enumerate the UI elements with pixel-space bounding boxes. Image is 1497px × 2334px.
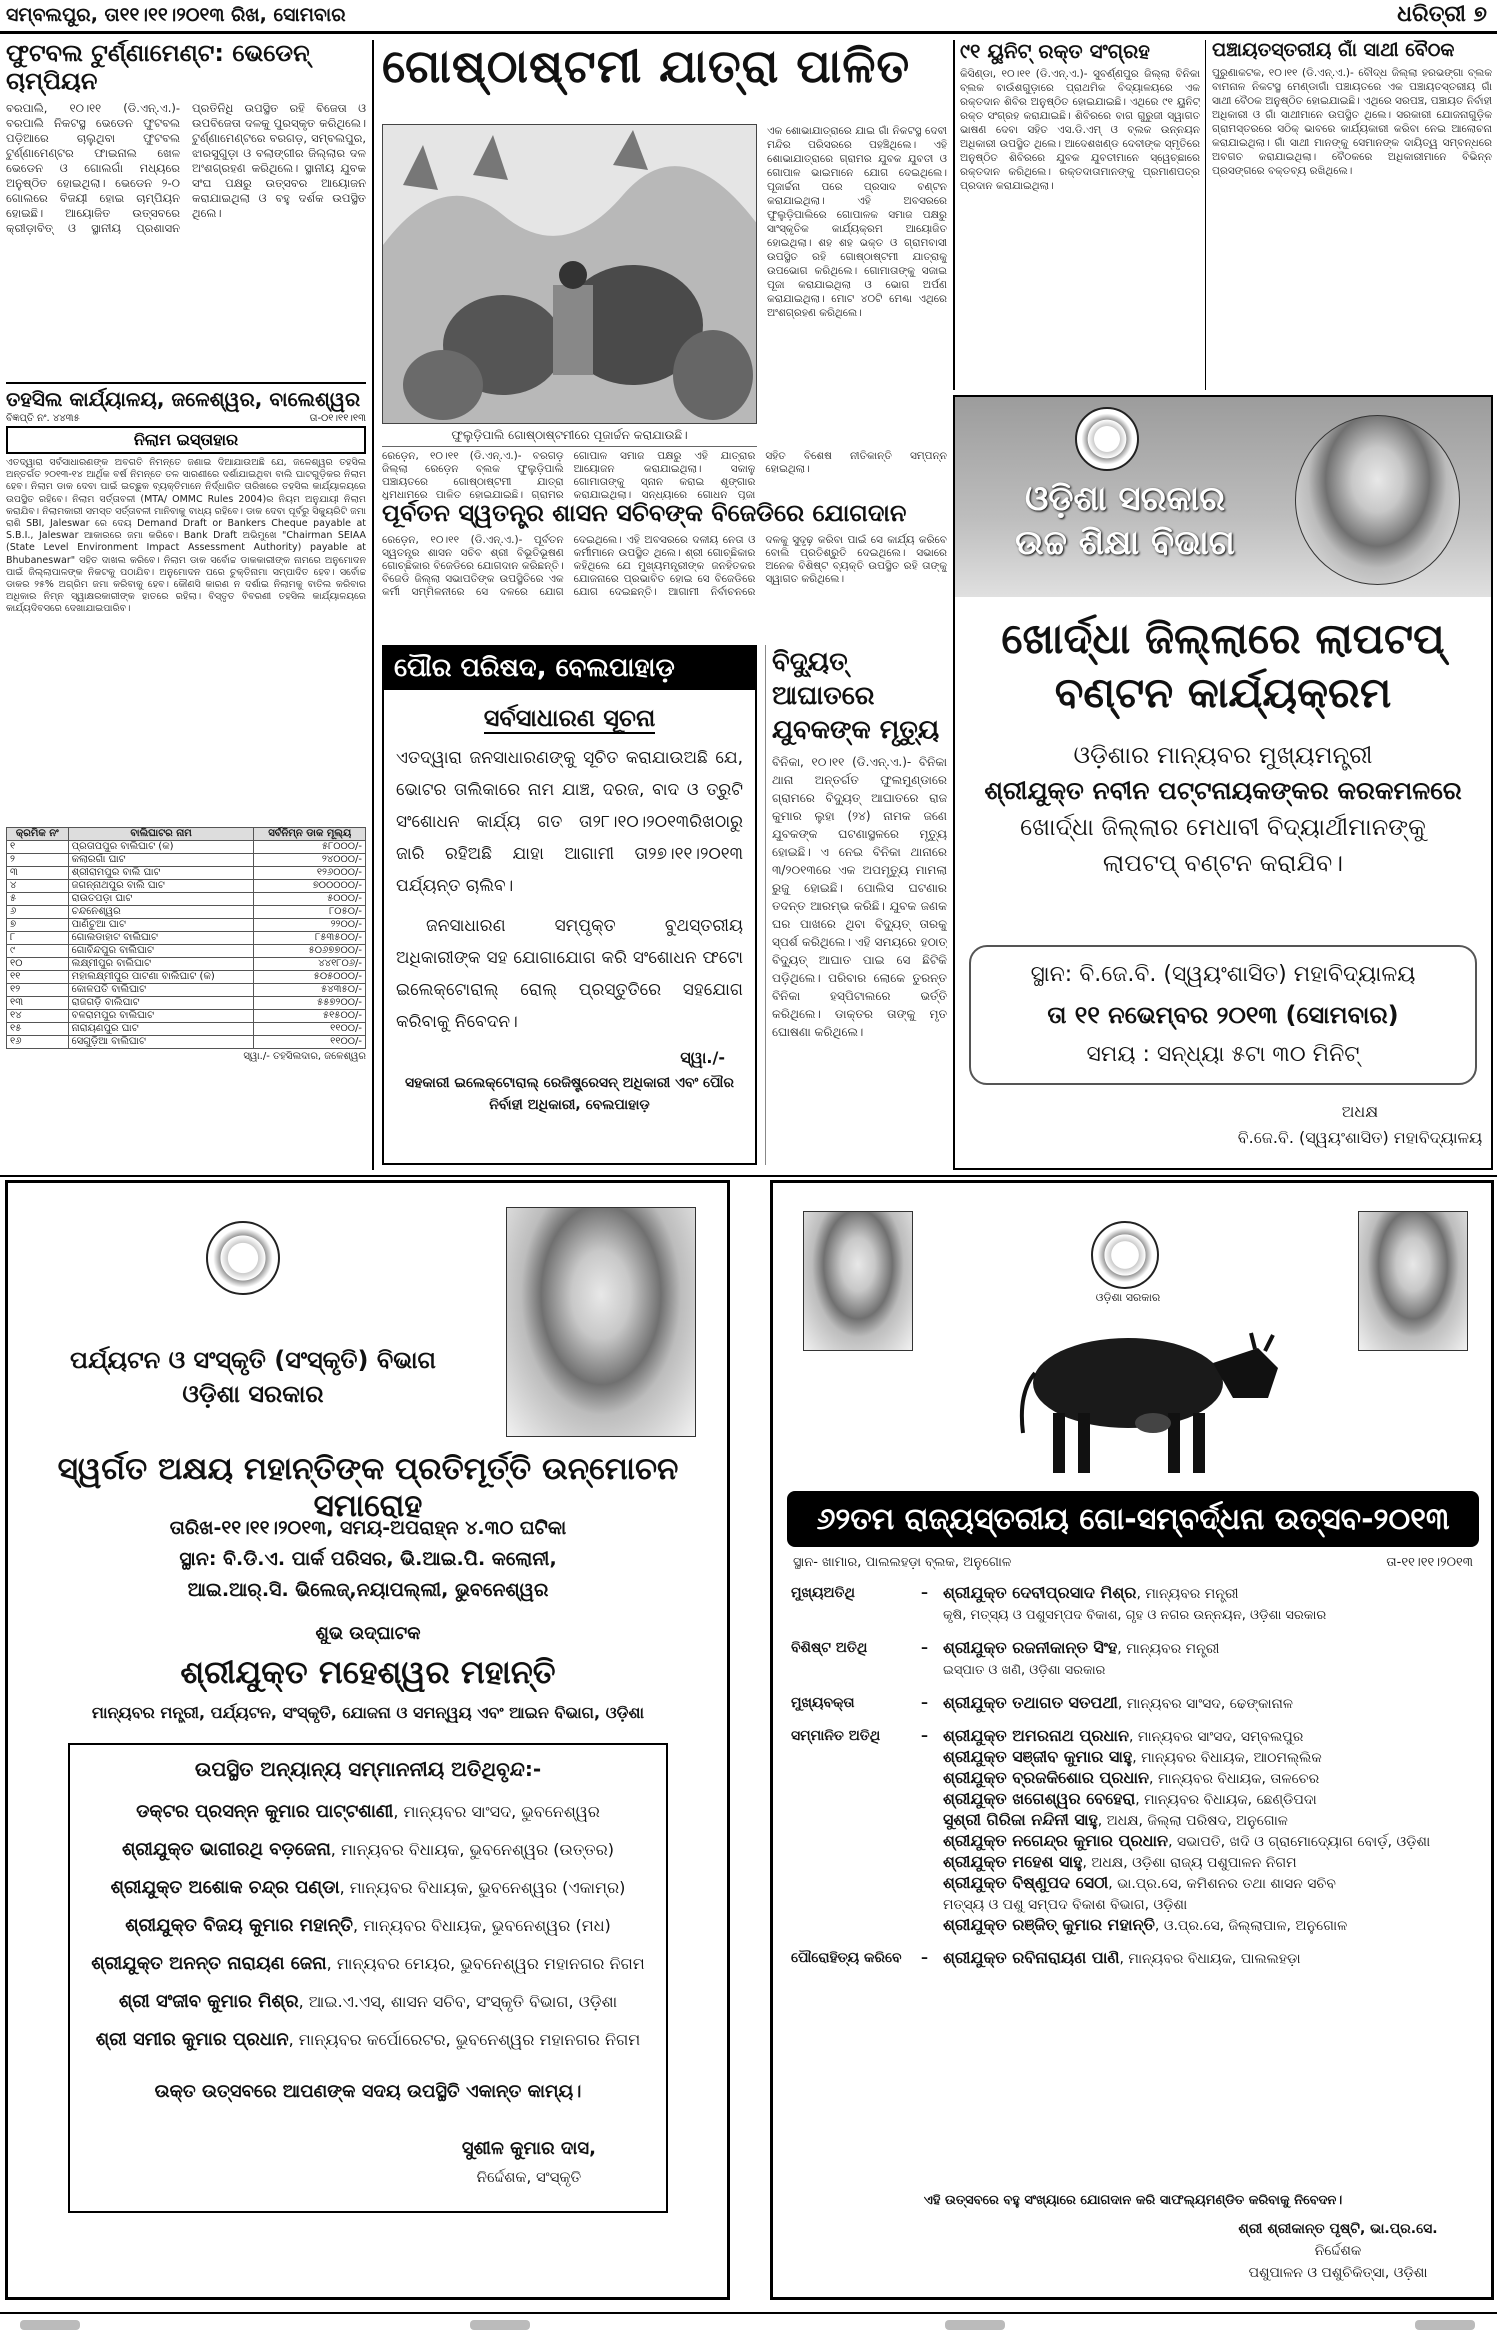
guest-desc: , ମାନ୍ୟବର ବିଧାୟକ, ଭୁବନେଶ୍ୱର (ଏକାମ୍ର): [339, 1878, 626, 1897]
table-cell: ୫୧୫୦୦/-: [254, 1010, 366, 1023]
guest-name: ଶ୍ରୀଯୁକ୍ତ ରଜନୀକାନ୍ତ ସିଂହ: [943, 1638, 1118, 1657]
ad-line: ଖୋର୍ଦ୍ଧା ଜିଲ୍ଲାର ମେଧାବୀ ବିଦ୍ୟାର୍ଥୀମାନଙ୍କୁ: [1020, 813, 1426, 841]
table-cell: ୧୧୦୦/-: [254, 1023, 366, 1036]
registration-mark: [20, 2320, 80, 2330]
table-cell: ୨୨୦୦/-: [254, 919, 366, 932]
story-headline: ବିଦ୍ୟୁତ୍ ଆଘାତରେ ଯୁବକଙ୍କ ମୃତ୍ୟୁ: [772, 647, 940, 745]
guest-name: ଶ୍ରୀଯୁକ୍ତ ରବିନାରାୟଣ ପାଣି: [943, 1948, 1120, 1967]
guest-role: [791, 1789, 921, 1810]
ad-title-line: ବଣ୍ଟନ କାର୍ଯ୍ୟକ୍ରମ: [1054, 668, 1392, 717]
electric-story: [765, 645, 947, 1165]
story-body: ରେଡ଼େନ, ୧୦।୧୧ (ଡି.ଏନ୍.ଏ.)- ବରଗଡ଼ ଜିଲ୍ଲା ରେଡ଼େନ ବ୍ଲକ ଫୁଲୁଡ଼ିପାଲି ପଞ୍ଚାୟତରେ ଗୋଷ୍ଠାଷ୍ଟମୀ ଯାତ୍ରା ଧୁମଧାମରେ ପାଳିତ ହୋଇଯାଇଛି। ଗ୍ରାମର ଗୋପାଳ ସମାଜ ପକ୍ଷରୁ ଏହି ଯାତ୍ରାର ଆୟୋଜନ କରାଯାଇଥିଲା। ସକାଳୁ ଗୋମାତାଙ୍କୁ ସ୍ନାନ କରାଇ ଶୃଙ୍ଗାର କରାଯାଇଥିଲା। ସନ୍ଧ୍ୟାରେ ଗୋଧନ ପୂଜା ସହିତ ବିଶେଷ ନୀତିକାନ୍ତି ସମ୍ପନ୍ନ ହୋଇଥିଲା।: [382, 450, 947, 500]
guest-desc: , ଅଧକ୍ଷ, ଓଡ଼ିଶା ରାଜ୍ୟ ପଶୁପାଳନ ନିଗମ: [1082, 1855, 1297, 1871]
panchayat-story: [1212, 40, 1492, 390]
guest-name: ଡକ୍ଟର ପ୍ରସନ୍ନ କୁମାର ପାଟ୍ଟଶାଣୀ: [136, 1801, 394, 1822]
guest-desc: , ମାନ୍ୟବର ସାଂସଦ, ସମ୍ବଲପୁର: [1128, 1729, 1304, 1745]
sign-line: ଶ୍ରୀ ଶ୍ରୀକାନ୍ତ ପୃଷ୍ଟି, ଭା.ପ୍ର.ସେ.: [1238, 2221, 1438, 2237]
guest-role: [791, 1831, 921, 1852]
notice-title: ତହସିଲ କାର୍ଯ୍ୟାଳୟ, ଜଳେଶ୍ୱର, ବାଲେଶ୍ୱର: [6, 387, 361, 411]
guest-entry: [943, 1693, 1481, 1714]
table-cell: ଶ୍ରୀରାମପୁର ବାଲି ଘାଟ: [68, 867, 254, 880]
guest-row: [791, 1638, 1481, 1659]
dash-separator: [921, 1894, 943, 1915]
minister-photo: [506, 1207, 696, 1437]
guest-role: [791, 1604, 921, 1626]
table-cell: ଚନ୍ଦନେଶ୍ୱର: [68, 906, 254, 919]
table-cell: ୨୪୦୦୦/-: [254, 854, 366, 867]
guest-row: [791, 1894, 1481, 1915]
guest-row: [791, 1810, 1481, 1831]
guest-name: ଶ୍ରୀ ସଂଜୀବ କୁମାର ମିଶ୍ର: [118, 1991, 299, 2012]
guests-box: [68, 1743, 668, 2213]
guest-role: [791, 1768, 921, 1789]
guest-row: [791, 1659, 1481, 1681]
guest-name: ସୁଶ୍ରୀ ଗିରିଜା ନନ୍ଦିନୀ ସାହୁ: [943, 1810, 1098, 1829]
notice-subtitle: ସର୍ବସାଧାରଣ ସୂଚନା: [483, 704, 656, 732]
odisha-emblem-icon: [1075, 407, 1139, 471]
dash-separator: [921, 1810, 943, 1831]
table-cell: ୮: [7, 932, 69, 945]
table-cell: ୯: [7, 945, 69, 958]
purbatan-story: [382, 500, 947, 640]
guest-entry: [943, 1873, 1481, 1894]
notice-title-bar: ପୌର ପରିଷଦ, ବେଲପାହାଡ଼: [384, 647, 755, 690]
dash-separator: –: [921, 1640, 928, 1656]
guest-row: [791, 1948, 1481, 1969]
guest-entry: [943, 1768, 1481, 1789]
venue-text: ସ୍ଥାନ- ଖାମାର, ପାଲଲହଡ଼ା ବ୍ଲକ, ଅନୁଗୋଳ: [793, 1555, 1012, 1570]
table-row: [7, 854, 366, 867]
ad-line: ଲାପଟପ୍ ବଣ୍ଟନ କରାଯିବ।: [1102, 849, 1344, 877]
story-body: ବିନିକା, ୧୦।୧୧ (ଡି.ଏନ୍.ଏ.)- ବିନିକା ଥାନା ଅନ୍ତର୍ଗତ ଫୁଲମୁଣ୍ଡାରେ ଗ୍ରାମରେ ବିଦ୍ୟୁତ୍ ଆଘାତରେ ରାଜ କୁମାର ଲୁହା (୨୪) ନାମକ ଜଣେ ଯୁବକଙ୍କ ଘଟଣାସ୍ଥଳରେ ମୃତ୍ୟୁ ହୋଇଛି। ଏ ନେଇ ବିନିକା ଥାନାରେ ୩/୨୦୧୩ରେ ଏକ ଅପମୃତ୍ୟୁ ମାମଲା ରୁଜୁ ହୋଇଛି। ପୋଲିସ ଘଟଣାର ତଦନ୍ତ ଆରମ୍ଭ କରିଛି। ଯୁବକ ଜଣକ ଘର ପାଖରେ ଥିବା ବିଦ୍ୟୁତ୍ ତାରକୁ ସ୍ପର୍ଶ କରିଥିଲେ। ଏହି ସମୟରେ ହଠାତ୍ ବିଦ୍ୟୁତ୍ ଆଘାତ ପାଇ ସେ ଛିଟିକି ପଡ଼ିଥିଲେ। ପରିବାର ଲୋକେ ତୁରନ୍ତ ବିନିକା ହସ୍ପିଟାଲରେ ଭର୍ତ୍ତି କରିଥିଲେ। ଡାକ୍ତର ତାଙ୍କୁ ମୃତ ଘୋଷଣା କରିଥିଲେ।: [772, 755, 947, 1039]
guest-row: [791, 1747, 1481, 1768]
chief-guest-name: ଶ୍ରୀଯୁକ୍ତ ମହେଶ୍ୱର ମହାନ୍ତି: [180, 1653, 556, 1691]
table-cell: ୧୬: [7, 1036, 69, 1049]
venue-line: ସ୍ଥାନ: ବି.ଜେ.ବି. (ସ୍ୱୟଂଶାସିତ) ମହାବିଦ୍ୟାଳୟ: [1030, 962, 1416, 987]
table-cell: ୧୦: [7, 958, 69, 971]
detail-line: ସ୍ଥାନ: ବି.ଡି.ଏ. ପାର୍କ ପରିସର, ଭି.ଆଇ.ପି. କଲୋନୀ,: [179, 1548, 557, 1570]
guest-entry: [943, 1604, 1481, 1626]
notice-ref: ବିଜ୍ଞପ୍ତି ନଂ. ୪୪୩୫: [6, 413, 80, 424]
guest-role: ବିଶିଷ୍ଟ ଅତିଥି: [791, 1640, 868, 1656]
ad-title-bar: ୬୨ତମ ରାଜ୍ୟସ୍ତରୀୟ ଗୋ-ସମ୍ବର୍ଦ୍ଧନା ଉତ୍ସବ-୨୦୧୩: [787, 1491, 1479, 1547]
guest-entry: [943, 1747, 1481, 1768]
guest-item: [70, 1907, 666, 1945]
guest-desc: , ମାନ୍ୟବର ସାଂସଦ, ଢେଙ୍କାନାଳ: [1117, 1696, 1293, 1712]
column-rule: [1205, 40, 1206, 390]
story-headline: ପୂର୍ବତନ ସ୍ୱତନ୍ତ୍ର ଶାସନ ସଚିବଙ୍କ ବିଜେଡିରେ ଯୋଗଦାନ: [382, 500, 907, 527]
minister-photo: [803, 1211, 913, 1351]
footer-line: ବି.ଜେ.ବି. (ସ୍ୱୟଂଶାସିତ) ମହାବିଦ୍ୟାଳୟ: [1237, 1128, 1483, 1147]
guest-entry: [943, 1831, 1481, 1852]
guest-name: ଶ୍ରୀଯୁକ୍ତ ସଞ୍ଜୀବ କୁମାର ସାହୁ: [943, 1747, 1133, 1766]
registration-mark: [1415, 2320, 1475, 2330]
guest-desc: , ମାନ୍ୟବର ବିଧାୟକ, ଭୁବନେଶ୍ୱର (ମଧ): [353, 1916, 611, 1935]
guest-desc: , ସଭାପତି, ଖଦି ଓ ଗ୍ରାମୋଦ୍ୟୋଗ ବୋର୍ଡ଼, ଓଡ଼ିଶା: [1168, 1834, 1431, 1850]
table-cell: ଲକ୍ଷ୍ମୀପୁର ବାଲିଘାଟ: [68, 958, 254, 971]
notice-sign: ସ୍ୱା./- ତହସିଲଦାର, ଜଳେଶ୍ୱର: [243, 1051, 366, 1062]
ad-signature: [1203, 2218, 1473, 2284]
notice-para: ଜନସାଧାରଣ ସମ୍ପୃକ୍ତ ବୁଥସ୍ତରୀୟ ଅଧିକାରୀଙ୍କ ସହ ଯୋଗାଯୋଗ କରି ସଂଶୋଧନ ଫଟୋ ଇଲେକ୍ଟୋରାଲ୍ ରୋଲ୍ ପ୍ରସ୍ତୁତିରେ ସହଯୋଗ କରିବାକୁ ନିବେଦନ।: [396, 916, 743, 1032]
guest-desc: ମତ୍ସ୍ୟ ଓ ପଶୁ ସମ୍ପଦ ବିକାଶ ବିଭାଗ, ଓଡ଼ିଶା: [943, 1897, 1188, 1913]
table-cell: ମହାଲକ୍ଷ୍ମୀପୁର ପାଟଣା ବାଲିଘାଟ (କ): [68, 971, 254, 984]
guest-name: ଶ୍ରୀ ସମୀର କୁମାର ପ୍ରଧାନ: [95, 2029, 289, 2050]
table-row: [7, 945, 366, 958]
ad-title-line: ଖୋର୍ଦ୍ଧା ଜିଲ୍ଲାରେ ଲାପଟପ୍: [1001, 614, 1445, 663]
guest-desc: , ମାନ୍ୟବର ବିଧାୟକ, ଆଠମଲ୍ଲିକ: [1132, 1750, 1322, 1766]
dept-line: ପର୍ଯ୍ୟଟନ ଓ ସଂସ୍କୃତି (ସଂସ୍କୃତି) ବିଭାଗ: [70, 1346, 436, 1374]
guest-entry: [943, 1810, 1481, 1831]
dash-separator: [921, 1747, 943, 1768]
table-row: [7, 932, 366, 945]
guest-desc: , ମାନ୍ୟବର ମନ୍ତ୍ରୀ: [1117, 1641, 1220, 1657]
dateline: ସମ୍ବଲପୁର, ତା୧୧।୧୧।୨୦୧୩ ରିଖ, ସୋମବାର: [6, 4, 346, 26]
appeal-line: ଏହି ଉତ୍ସବରେ ବହୁ ସଂଖ୍ୟାରେ ଯୋଗଦାନ କରି ସାଫଲ୍ୟମଣ୍ଡିତ କରିବାକୁ ନିବେଦନ।: [923, 2193, 1343, 2208]
guest-role: [791, 1894, 921, 1915]
table-cell: ପ୍ରତାପପୁର ବାଲିଘାଟ (କ): [68, 841, 254, 854]
table-cell: ୧୩: [7, 997, 69, 1010]
page-header: [0, 0, 1497, 34]
table-cell: ୩: [7, 867, 69, 880]
chief-minister-photo: [1358, 1211, 1468, 1351]
dash-separator: [921, 1873, 943, 1894]
table-row: [7, 971, 366, 984]
ad-text: [955, 737, 1491, 881]
ad-title: ସ୍ୱର୍ଗତ ଅକ୍ଷୟ ମହାନ୍ତିଙ୍କ ପ୍ରତିମୂର୍ତ୍ତି ଉନ୍ମୋଚନ ସମାରୋହ: [57, 1451, 679, 1524]
tahasil-notice: [6, 382, 366, 1172]
ad-dept: [28, 1343, 478, 1411]
guest-desc: , ମାନ୍ୟବର ବିଧାୟକ, ପାଲଲହଡ଼ା: [1119, 1951, 1301, 1967]
guest-name: ଶ୍ରୀଯୁକ୍ତ ଅଶୋକ ଚନ୍ଦ୍ର ପଣ୍ଡା: [110, 1877, 340, 1898]
story-body: ଏକ ଶୋଭାଯାତ୍ରାରେ ଯାଇ ଗାଁ ନିକଟସ୍ଥ ଦେବୀ ମନ୍ଦିର ପରିସରରେ ପହଞ୍ଚିଥିଲେ। ଏହି ଶୋଭାଯାତ୍ରାରେ ଗ୍ରାମର ଯୁବକ ଯୁବତୀ ଓ ଗୋପାଳ ଭାଇମାନେ ଯୋଗ ଦେଇଥିଲେ। ପୂଜାର୍ଚ୍ଚନା ପରେ ପ୍ରସାଦ ବଣ୍ଟନ କରାଯାଇଥିଲା। ଏହି ଅବସରରେ ଫୁଲୁଡ଼ିପାଲିରେ ଗୋପାଳକ ସମାଜ ପକ୍ଷରୁ ସାଂସ୍କୃତିକ କାର୍ଯ୍ୟକ୍ରମ ଆୟୋଜିତ ହୋଇଥିଲା। ଶହ ଶହ ଭକ୍ତ ଓ ଗ୍ରାମବାସୀ ଉପସ୍ଥିତ ରହି ଗୋଷ୍ଠାଷ୍ଟମୀ ଯାତ୍ରାକୁ ଉପଭୋଗ କରିଥିଲେ। ଗୋମାତାଙ୍କୁ ସଜାଇ ପୂଜା କରାଯାଇଥିଲା ଓ ଭୋଗ ଅର୍ପଣ କରାଯାଇଥିଲା। ମୋଟ ୪୦ଟି ମେଣ୍ଢା ଏଥିରେ ଅଂଶଗ୍ରହଣ କରିଥିଲେ।: [767, 125, 947, 319]
guest-role: [791, 1659, 921, 1681]
table-cell: ୫୪୩୫୦/-: [254, 984, 366, 997]
guest-name: ଶ୍ରୀଯୁକ୍ତ ଖଗେଶ୍ୱର ବେହେରା: [943, 1789, 1136, 1808]
dash-separator: [921, 1831, 943, 1852]
cow-image: [993, 1303, 1293, 1483]
story-body: ବରପାଲି, ୧୦।୧୧ (ଡି.ଏନ୍.ଏ.)- ବରପାଲି ନିକଟସ୍ଥ ଭେଡେନ ଫୁଟବଲ ପଡ଼ିଆରେ ଚାଲୁଥିବା ଫୁଟବଲ ଟୁର୍ଣ୍ଣାମେଣ୍ଟର ଫାଇନାଲ ଖେଳ ଭେଡେନ ଓ ଗୋଲଗାଁ ମଧ୍ୟରେ ଅନୁଷ୍ଠିତ ହୋଇଥିଲା। ଭେଡେନ ୨-୦ ଗୋଲରେ ବିଜୟୀ ହୋଇ ଚାମ୍ପିୟନ ହୋଇଛି। ଆୟୋଜିତ ଉତ୍ସବରେ କ୍ରୀଡ଼ାବିତ୍ ଓ ସ୍ଥାନୀୟ ପ୍ରଶାସନ ପ୍ରତିନିଧି ଉପସ୍ଥିତ ରହି ବିଜେତା ଓ ଉପବିଜେତା ଦଳକୁ ପୁରସ୍କୃତ କରିଥିଲେ। ଟୁର୍ଣ୍ଣାମେଣ୍ଟରେ ବରଗଡ଼, ସମ୍ବଲପୁର, ଝାରସୁଗୁଡ଼ା ଓ ବଲାଙ୍ଗୀର ଜିଲ୍ଲାର ଦଳ ଅଂଶଗ୍ରହଣ କରିଥିଲେ। ସ୍ଥାନୀୟ ଯୁବକ ସଂଘ ପକ୍ଷରୁ ଉତ୍ସବର ଆୟୋଜନ କରାଯାଇଥିଲା ଓ ବହୁ ଦର୍ଶକ ଉପସ୍ଥିତ ଥିଲେ।: [6, 101, 366, 236]
guest-role: [791, 1852, 921, 1873]
guest-name: ଶ୍ରୀଯୁକ୍ତ ବିଷ୍ଣୁପଦ ସେଠୀ: [943, 1873, 1109, 1892]
guest-entry: [943, 1852, 1481, 1873]
table-cell: ୪: [7, 880, 69, 893]
festival-photo-art: [383, 125, 757, 424]
guest-desc: , ମାନ୍ୟବର ମେୟର, ଭୁବନେଶ୍ୱର ମହାନଗର ନିଗମ: [326, 1954, 645, 1973]
guest-desc: , ମାନ୍ୟବର ବିଧାୟକ, ଭୁବନେଶ୍ୱର (ଉତ୍ତର): [330, 1840, 615, 1859]
table-cell: କଲାରଗାଁ ଘାଟ: [68, 854, 254, 867]
ad-footer: [1235, 1099, 1485, 1151]
table-row: [7, 997, 366, 1010]
table-header: ସର୍ବନିମ୍ନ ଡାକ ମୂଲ୍ୟ: [254, 828, 366, 841]
table-cell: ସେଗୁଡ଼ିଆ ବାଲିଘାଟ: [68, 1036, 254, 1049]
story-body: କିସିଣ୍ଡା, ୧୦।୧୧ (ଡି.ଏନ୍.ଏ.)- ସୁବର୍ଣ୍ଣପୁର ଜିଲ୍ଲା ବିନିକା ବ୍ଲକ ବାଉଁଶଗୁଡ଼ାରେ ପ୍ରାଥମିକ ବିଦ୍ୟାଳୟରେ ଏକ ରକ୍ତଦାନ ଶିବିର ଅନୁଷ୍ଠିତ ହୋଇଯାଇଛି। ଏଥିରେ ୯୧ ୟୁନିଟ୍ ରକ୍ତ ସଂଗ୍ରହ କରାଯାଇଛି। ଶିବିରରେ ବାଗ ଗୁରୁଜୀ ସ୍ୱାଗତ ଭାଷଣ ଦେବା ସହିତ ଏସ.ଡି.ଏମ୍ ଓ ବ୍ଲକ ଉନ୍ନୟନ ଅଧିକାରୀ ଉପସ୍ଥିତ ଥିଲେ। ଆଦେଶଖଣ୍ଡ ଦେବୀଙ୍କ ସ୍ମୃତିରେ ଅନୁଷ୍ଠିତ ଶିବିରରେ ଯୁବକ ଯୁବତୀମାନେ ସ୍ୱେଚ୍ଛାରେ ରକ୍ତଦାନ କରିଥିଲେ। ରକ୍ତଦାତାମାନଙ୍କୁ ପ୍ରମାଣପତ୍ର ପ୍ରଦାନ କରାଯାଇଥିଲା।: [960, 68, 1200, 192]
tourism-ad: [5, 1180, 730, 2300]
date-text: ତା-୧୧।୧୧।୨୦୧୩: [1386, 1555, 1473, 1570]
odisha-emblem-icon: [206, 1221, 280, 1295]
guest-item: [70, 1945, 666, 1983]
table-cell: ୧୧୦୦/-: [254, 1036, 366, 1049]
story-headline: ପଞ୍ଚାୟତସ୍ତରୀୟ ଗାଁ ସାଥୀ ବୈଠକ: [1212, 40, 1455, 61]
guest-name: ଶ୍ରୀଯୁକ୍ତ ଅମରନାଥ ପ୍ରଧାନ: [943, 1726, 1129, 1745]
govt-label: ଓଡ଼ିଶା ସରକାର: [1095, 1291, 1161, 1304]
table-cell: ୧୨୬୦୦୦/-: [254, 867, 366, 880]
table-cell: ୭୦୦୦୦୦/-: [254, 880, 366, 893]
guest-row: [791, 1831, 1481, 1852]
venue-box: [969, 945, 1477, 1085]
table-cell: ୫୫୭୨୦୦/-: [254, 997, 366, 1010]
guest-name: ଶ୍ରୀଯୁକ୍ତ ଅନନ୍ତ ନାରାୟଣ ଜେନା: [91, 1953, 327, 1974]
football-story: [6, 40, 366, 380]
notice-sign: ସ୍ୱା./-: [680, 1048, 725, 1067]
gostha-story: [382, 40, 947, 500]
dash-separator: –: [921, 1585, 928, 1601]
detail-line: ତାରିଖ-୧୧।୧୧।୨୦୧୩, ସମୟ-ଅପରାହ୍ନ ୪.୩୦ ଘଟିକା: [169, 1517, 567, 1539]
notice-para: ଏତଦ୍ୱାରା ଜନସାଧାରଣଙ୍କୁ ସୂଚିତ କରାଯାଉଅଛି ଯେ, ଭୋଟର ତାଲିକାରେ ନାମ ଯାଞ୍ଚ, ଦରଜ, ବାଦ ଓ ତ୍ରୁଟି ସଂଶୋଧନ କାର୍ଯ୍ୟ ଗତ ତା୨୮।୧୦।୨୦୧୩ରିଖଠାରୁ ଜାରି ରହିଅଛି ଯାହା ଆଗାମୀ ତା୨୭।୧୧।୨୦୧୩ ପର୍ଯ୍ୟନ୍ତ ଚାଲିବ।: [396, 748, 743, 896]
cow-ad: [770, 1180, 1494, 2300]
festival-photo: [382, 124, 757, 424]
ad-line: ଶ୍ରୀଯୁକ୍ତ ନବୀନ ପଟ୍ଟନାୟକଙ୍କର କରକମଳରେ: [984, 776, 1462, 805]
sign-line: ପଶୁପାଳନ ଓ ପଶୁଚିକିତ୍ସା, ଓଡ଼ିଶା: [1248, 2265, 1428, 2281]
inaugurator-label: ଶୁଭ ଉଦ୍‌ଘାଟକ: [315, 1623, 421, 1644]
dash-separator: [921, 1852, 943, 1873]
table-row: [7, 893, 366, 906]
table-cell: ୫: [7, 893, 69, 906]
guest-role: ମୁଖ୍ୟଅତିଥି: [791, 1585, 855, 1601]
dash-separator: [921, 1768, 943, 1789]
table-cell: ୮୦୫୦/-: [254, 906, 366, 919]
table-cell: ୨: [7, 854, 69, 867]
notice-subtitle: ନିଲାମ ଇସ୍ତାହାର: [6, 426, 366, 454]
spacer: [791, 1626, 1481, 1638]
dept-line: ଓଡ଼ିଶା ସରକାର: [182, 1380, 324, 1408]
guest-desc: କୃଷି, ମତ୍ସ୍ୟ ଓ ପଶୁସମ୍ପଦ ବିକାଶ, ଗୃହ ଓ ନଗର ଉନ୍ନୟନ, ଓଡ଼ିଶା ସରକାର: [943, 1608, 1327, 1623]
dash-separator: –: [921, 1950, 928, 1966]
guest-item: [70, 1831, 666, 1869]
story-body: ରେଡ଼େନ, ୧୦।୧୧ (ଡି.ଏନ୍.ଏ.)- ପୂର୍ବତନ ସ୍ୱତନ୍ତ୍ର ଶାସନ ସଚିବ ଶ୍ରୀ ବିଭୂତିଭୂଷଣ ଗୋଚ୍ଛିକାର ବିଜେଡିରେ ଯୋଗଦାନ କରିଛନ୍ତି। ବିଜେଡି ଜିଲ୍ଲା ସଭାପତିଙ୍କ ଉପସ୍ଥିତିରେ ଏକ କର୍ମୀ ସମ୍ମିଳନୀରେ ସେ ଦଳରେ ଯୋଗ ଦେଇଥିଲେ। ଏହି ଅବସରରେ ଦଳୀୟ ନେତା ଓ କର୍ମୀମାନେ ଉପସ୍ଥିତ ଥିଲେ। ଶ୍ରୀ ଗୋଚ୍ଛିକାର କହିଥିଲେ ଯେ ମୁଖ୍ୟମନ୍ତ୍ରୀଙ୍କ ଜନହିତକର ଯୋଜନାରେ ପ୍ରଭାବିତ ହୋଇ ସେ ବିଜେଡିରେ ଯୋଗ ଦେଇଛନ୍ତି। ଆଗାମୀ ନିର୍ବାଚନରେ ଦଳକୁ ସୁଦୃଢ଼ କରିବା ପାଇଁ ସେ କାର୍ଯ୍ୟ କରିବେ ବୋଲି ପ୍ରତିଶ୍ରୁତି ଦେଇଥିଲେ। ସଭାରେ ଅନେକ ବିଶିଷ୍ଟ ବ୍ୟକ୍ତି ଉପସ୍ଥିତ ରହି ତାଙ୍କୁ ସ୍ୱାଗତ କରିଥିଲେ।: [382, 533, 947, 598]
sign-line: ସୁଶୀଳ କୁମାର ଦାସ,: [461, 2138, 596, 2159]
guest-name: ଶ୍ରୀଯୁକ୍ତ ବିଜୟ କୁମାର ମହାନ୍ତି: [125, 1915, 354, 1936]
chief-guest-desc: ମାନ୍ୟବର ମନ୍ତ୍ରୀ, ପର୍ଯ୍ୟଟନ, ସଂସ୍କୃତି, ଯୋଜନା ଓ ସମନ୍ୱୟ ଏବଂ ଆଇନ ବିଭାଗ, ଓଡ଼ିଶା: [91, 1703, 645, 1722]
table-row: [7, 958, 366, 971]
guest-desc: , ମାନ୍ୟବର ବିଧାୟକ, ତାଳଚେର: [1149, 1771, 1320, 1787]
guest-entry: [943, 1894, 1481, 1915]
guest-row: [791, 1726, 1481, 1747]
odisha-emblem-icon: [1091, 1221, 1159, 1289]
dash-separator: [921, 1604, 943, 1626]
detail-line: ଆଇ.ଆର୍.ସି. ଭିଲେଜ୍,ନୟାପଲ୍ଲୀ, ଭୁବନେଶ୍ୱର: [187, 1579, 549, 1601]
table-cell: ନାରାୟଣପୁର ଘାଟ: [68, 1023, 254, 1036]
table-row: [7, 841, 366, 854]
guest-desc: , ଆଇ.ଏ.ଏସ୍, ଶାସନ ସଚିବ, ସଂସ୍କୃତି ବିଭାଗ, ଓଡ଼ିଶା: [298, 1992, 618, 2011]
dash-separator: –: [921, 1728, 928, 1744]
guest-item: [70, 1983, 666, 2021]
guest-entry: [943, 1659, 1481, 1681]
table-cell: ରାଉତପଡ଼ା ଘାଟ: [68, 893, 254, 906]
guest-role: ପୌରୋହିତ୍ୟ କରିବେ: [791, 1950, 902, 1966]
guest-entry: [943, 1726, 1481, 1747]
guest-row: [791, 1915, 1481, 1936]
guest-list: [791, 1583, 1481, 1969]
date-line: ତା ୧୧ ନଭେମ୍ବର ୨୦୧୩ (ସୋମବାର): [1047, 1001, 1399, 1029]
section-rule: [0, 1175, 1497, 1177]
table-cell: ପାଣିଚୁଆ ଘାଟ: [68, 919, 254, 932]
guest-desc: , ଅଧକ୍ଷ, ଜିଲ୍ଲା ପରିଷଦ, ଅନୁଗୋଳ: [1097, 1813, 1288, 1829]
table-cell: ୧୨: [7, 984, 69, 997]
story-body: ପୁରୁଣାକଟକ, ୧୦।୧୧ (ଡି.ଏନ୍.ଏ.)- ବୌଦ୍ଧ ଜିଲ୍ଲା ହରଭଙ୍ଗା ବ୍ଲକ ବାମନାଳ ନିକଟସ୍ଥ ମେଣ୍ଡାଗାଁ ପଞ୍ଚାୟତରେ ଏକ ପଞ୍ଚାୟତସ୍ତରୀୟ ଗାଁ ସାଥୀ ବୈଠକ ଅନୁଷ୍ଠିତ ହୋଇଯାଇଛି। ଏଥିରେ ସରପଞ୍ଚ, ପଞ୍ଚାୟତ ନିର୍ବାହୀ ଅଧିକାରୀ ଓ ଗାଁ ସାଥୀମାନେ ଉପସ୍ଥିତ ଥିଲେ। ସରକାରୀ ଯୋଜନାଗୁଡ଼ିକ ଗ୍ରାମସ୍ତରରେ ସଠିକ୍ ଭାବରେ କାର୍ଯ୍ୟକାରୀ କରିବା ନେଇ ଆଲୋଚନା କରାଯାଇଥିଲା। ଗାଁ ସାଥୀ ମାନଙ୍କୁ ସେମାନଙ୍କ ଦାୟିତ୍ୱ ସମ୍ବନ୍ଧରେ ଅବଗତ କରାଯାଇଥିଲା। ବୈଠକରେ ଅଧିକାରୀମାନେ ବିଭିନ୍ନ ପ୍ରସଙ୍ଗରେ ବକ୍ତବ୍ୟ ରଖିଥିଲେ।: [1212, 66, 1492, 177]
registration-mark: [470, 2320, 530, 2330]
guest-entry: [943, 1638, 1481, 1659]
table-row: [7, 867, 366, 880]
guest-row: [791, 1789, 1481, 1810]
story-headline: ୯୧ ୟୁନିଟ୍ ରକ୍ତ ସଂଗ୍ରହ: [960, 40, 1150, 63]
guest-entry: [943, 1583, 1481, 1604]
guest-role: [791, 1915, 921, 1936]
guest-desc: , ମାନ୍ୟବର ମନ୍ତ୍ରୀ: [1136, 1586, 1239, 1602]
spacer: [791, 1714, 1481, 1726]
notice-body: ଏତଦ୍ୱାରା ସର୍ବସାଧାରଣଙ୍କ ଅବଗତି ନିମନ୍ତେ ଜଣାଇ ଦିଆଯାଉଅଛି ଯେ, ଜଳେଶ୍ୱର ତହସିଲ ଅନ୍ତର୍ଗତ ୨୦୧୩-୧୪ ଆର୍ଥିକ ବର୍ଷ ନିମନ୍ତେ ତଳ ସାରଣୀରେ ଦର୍ଶାଯାଇଥିବା ବାଲି ଘାଟଗୁଡ଼ିକର ନିଲାମ ହେବ। ନିଲାମ ଡାକ ଦେବା ପାଇଁ ଇଚ୍ଛୁକ ବ୍ୟକ୍ତିମାନେ ନିର୍ଦ୍ଧାରିତ ତାରିଖରେ ତହସିଲ କାର୍ଯ୍ୟାଳୟରେ ଉପସ୍ଥିତ ରହିବେ। ନିଲାମ ସର୍ତ୍ତାବଳୀ (MTA/ OMMC Rules 2004)ର ନିୟମ ଅନୁଯାୟୀ ନିଲାମ କରାଯିବ। ନିଲାମକାରୀ ସମସ୍ତ ସର୍ତ୍ତାବଳୀ ମାନିବାକୁ ବାଧ୍ୟ ରହିବେ। ଡାକ ଦେବା ପୂର୍ବରୁ ସିକ୍ୟୁରିଟି ଜମା ରାଶି SBI, Jaleswar ରେ ଦେୟ Demand Draft or Bankers Cheque payable at S.B.I., Jaleswar ଆକାରରେ ଜମା କରିବେ। Bank Draft ଅଭିମୁଖେ "Chairman SEIAA (State Level Environment Impact Assessment Authority) payable at Bhubaneswar" ସହିତ ଦାଖଲ କରିବେ। ନିଲାମ ଡାକ ସର୍ବୋଚ୍ଚ ଡାକକାରୀଙ୍କ ନାମରେ ଅନୁମୋଦନ ପାଇଁ ଜିଲ୍ଲାପାଳଙ୍କ ନିକଟକୁ ପଠାଯିବ। ଅନୁମୋଦନ ପରେ ଚୁକ୍ତିନାମା ସମ୍ପାଦିତ ହେବ। ସର୍ବୋଚ୍ଚ ଡାକର ୨୫% ଅଗ୍ରିମ ଜମା କରିବାକୁ ହେବ। କୌଣସି କାରଣ ନ ଦର୍ଶାଇ ନିଲାମକୁ ବାତିଲ କରିବାର ଅଧିକାର ନିମ୍ନ ସ୍ୱାକ୍ଷରକାରୀଙ୍କ ହାତରେ ରହିଲା। ବିସ୍ତୃତ ବିବରଣୀ ତହସିଲ କାର୍ଯ୍ୟାଳୟରେ କାର୍ଯ୍ୟଦିବସରେ ଦେଖାଯାଇପାରିବ।: [6, 457, 366, 615]
paura-notice: [382, 645, 757, 1165]
guest-desc: ଇସ୍ପାତ ଓ ଖଣି, ଓଡ଼ିଶା ସରକାର: [943, 1663, 1106, 1678]
table-cell: କୋଳପତି ବାଲିଘାଟ: [68, 984, 254, 997]
column-rule: [953, 40, 955, 390]
table-cell: ୭: [7, 919, 69, 932]
event-details: [18, 1513, 718, 1606]
table-row: [7, 880, 366, 893]
table-header: ବାଲିଘାଟର ନାମ: [68, 828, 254, 841]
guest-row: [791, 1852, 1481, 1873]
guest-role: [791, 1810, 921, 1831]
venue-row: [793, 1555, 1473, 1570]
guest-name: ଶ୍ରୀଯୁକ୍ତ ନଗେନ୍ଦ୍ର କୁମାର ପ୍ରଧାନ: [943, 1831, 1169, 1850]
ad-line: ଓଡ଼ିଶାର ମାନ୍ୟବର ମୁଖ୍ୟମନ୍ତ୍ରୀ: [1073, 741, 1373, 769]
guest-desc: , ମାନ୍ୟବର ସାଂସଦ, ଭୁବନେଶ୍ୱର: [393, 1802, 600, 1821]
page-number: ଧରିତ୍ରୀ ୭: [1397, 2, 1487, 27]
spacer: [791, 1681, 1481, 1693]
guest-item: [70, 1869, 666, 1907]
dash-separator: [921, 1659, 943, 1681]
guest-name: ଶ୍ରୀଯୁକ୍ତ ବ୍ରଜକିଶୋର ପ୍ରଧାନ: [943, 1768, 1150, 1787]
guest-entry: [943, 1915, 1481, 1936]
dept-line: ଓଡ଼ିଶା ସରକାର: [1024, 479, 1226, 519]
table-row: [7, 1036, 366, 1049]
table-row: [7, 906, 366, 919]
guest-role: ମୁଖ୍ୟବକ୍ତା: [791, 1695, 855, 1711]
spacer: [791, 1936, 1481, 1948]
table-cell: ୫୮୦୦୦/-: [254, 841, 366, 854]
dash-separator: [921, 1789, 943, 1810]
story-headline: ଗୋଷ୍ଠାଷ୍ଟମୀ ଯାତ୍ରା ପାଳିତ: [382, 40, 911, 93]
table-header: କ୍ରମିକ ନଂ: [7, 828, 69, 841]
photo-caption: ଫୁଲୁଡ଼ିପାଲି ଗୋଷ୍ଠାଷ୍ଟମୀରେ ପୂଜାର୍ଚ୍ଚନ କରାଯାଉଛି।: [382, 428, 757, 447]
guest-role: ସମ୍ମାନିତ ଅତିଥି: [791, 1728, 881, 1744]
table-row: [7, 1023, 366, 1036]
ad-title: [955, 612, 1491, 720]
table-cell: ଜଗନ୍ନାଥପୁର ବାଲି ଘାଟ: [68, 880, 254, 893]
time-line: ସମୟ : ସନ୍ଧ୍ୟା ୫ଟା ୩୦ ମିନିଟ୍: [1086, 1042, 1360, 1067]
closing-line: ଉକ୍ତ ଉତ୍ସବରେ ଆପଣଙ୍କ ସଦୟ ଉପସ୍ଥିତି ଏକାନ୍ତ କାମ୍ୟ।: [154, 2081, 582, 2102]
table-cell: ରାଜଗଡ଼ି ବାଲିଘାଟ: [68, 997, 254, 1010]
dash-separator: [921, 1915, 943, 1936]
column-rule: [372, 40, 374, 1170]
table-cell: ୬: [7, 906, 69, 919]
guest-name: ଶ୍ରୀଯୁକ୍ତ ତଥାଗତ ସତପଥୀ: [943, 1693, 1118, 1712]
chief-minister-photo: [1295, 415, 1460, 585]
guest-desc: , ଭା.ପ୍ର.ସେ, କମିଶନର ତଥା ଶାସନ ସଚିବ: [1108, 1876, 1336, 1892]
ad-signature: [462, 2135, 596, 2191]
guest-row: [791, 1873, 1481, 1894]
sign-line: ନିର୍ଦ୍ଦେଶକ, ସଂସ୍କୃତି: [476, 2168, 582, 2186]
table-cell: ୫୦୦୦/-: [254, 893, 366, 906]
guest-desc: , ମାନ୍ୟବର କର୍ପୋରେଟର, ଭୁବନେଶ୍ୱର ମହାନଗର ନିଗମ: [288, 2030, 641, 2049]
guest-role: [791, 1873, 921, 1894]
guest-row: [791, 1604, 1481, 1626]
table-cell: ୪୪୧୮୦୬/-: [254, 958, 366, 971]
nilam-table: [6, 827, 366, 1049]
dept-line: ଉଚ୍ଚ ଶିକ୍ଷା ବିଭାଗ: [1015, 523, 1235, 563]
guest-row: [791, 1693, 1481, 1714]
guest-entry: [943, 1789, 1481, 1810]
guest-desc: , ଓ.ପ୍ର.ସେ, ଜିଲ୍ଲାପାଳ, ଅନୁଗୋଳ: [1154, 1918, 1348, 1934]
guests-heading: ଉପସ୍ଥିତ ଅନ୍ୟାନ୍ୟ ସମ୍ମାନନୀୟ ଅତିଥିବୃନ୍ଦ:-: [194, 1757, 542, 1781]
table-cell: ବଳରାମପୁର ବାଲିଘାଟ: [68, 1010, 254, 1023]
guest-row: [791, 1768, 1481, 1789]
guest-row: [791, 1583, 1481, 1604]
guest-item: [70, 2021, 666, 2059]
dash-separator: –: [921, 1695, 928, 1711]
table-cell: ୧: [7, 841, 69, 854]
guest-item: [70, 1793, 666, 1831]
laptop-ad: [953, 395, 1493, 1170]
table-cell: ଗୋବିନ୍ଦପୁର ବାଲିଘାଟ: [68, 945, 254, 958]
table-cell: ୧୧: [7, 971, 69, 984]
guest-desc: , ମାନ୍ୟବର ବିଧାୟକ, ଛେଣ୍ଡିପଦା: [1135, 1792, 1317, 1808]
table-cell: ୫୦୫୦୦୦/-: [254, 971, 366, 984]
guest-entry: [943, 1948, 1481, 1969]
notice-sign-detail: ସହକାରୀ ଇଲେକ୍ଟୋରାଲ୍ ରେଜିଷ୍ଟ୍ରେସନ୍ ଅଧିକାରୀ ଏବଂ ପୌର ନିର୍ବାହୀ ଅଧିକାରୀ, ବେଲପାହାଡ଼: [405, 1075, 734, 1113]
ad-dept: [975, 477, 1275, 565]
table-cell: ଗୋଲଡାହାଟ ବାଲିଘାଟ: [68, 932, 254, 945]
page-footer: [0, 2312, 1497, 2334]
table-row: [7, 919, 366, 932]
footer-line: ଅଧକ୍ଷ: [1341, 1102, 1379, 1121]
guest-name: ଶ୍ରୀଯୁକ୍ତ ମହେଶ ସାହୁ: [943, 1852, 1083, 1871]
table-row: [7, 1010, 366, 1023]
sign-line: ନିର୍ଦ୍ଦେଶକ: [1314, 2243, 1362, 2259]
table-cell: ୮୫୩୫୦୦/-: [254, 932, 366, 945]
story-headline: ଫୁଟବଲ ଟୁର୍ଣ୍ଣାମେଣ୍ଟ: ଭେଡେନ୍ ଚାମ୍ପିୟନ: [6, 40, 310, 95]
guest-role: [791, 1747, 921, 1768]
blood-story: [960, 40, 1200, 390]
table-cell: ୧୪: [7, 1010, 69, 1023]
guest-name: ଶ୍ରୀଯୁକ୍ତ ଦେବୀପ୍ରସାଦ ମିଶ୍ର: [943, 1583, 1137, 1602]
table-cell: ୧୫: [7, 1023, 69, 1036]
table-row: [7, 984, 366, 997]
table-cell: ୫୦୬୭୭୦୦/-: [254, 945, 366, 958]
registration-mark: [945, 2320, 1005, 2330]
guest-name: ଶ୍ରୀଯୁକ୍ତ ରଞ୍ଜିତ୍ କୁମାର ମହାନ୍ତି: [943, 1915, 1155, 1934]
guest-name: ଶ୍ରୀଯୁକ୍ତ ଭାଗୀରଥି ବଡ଼ଜେନା: [121, 1839, 331, 1860]
notice-date: ତା-୦୧।୧୧।୧୩: [309, 413, 366, 424]
